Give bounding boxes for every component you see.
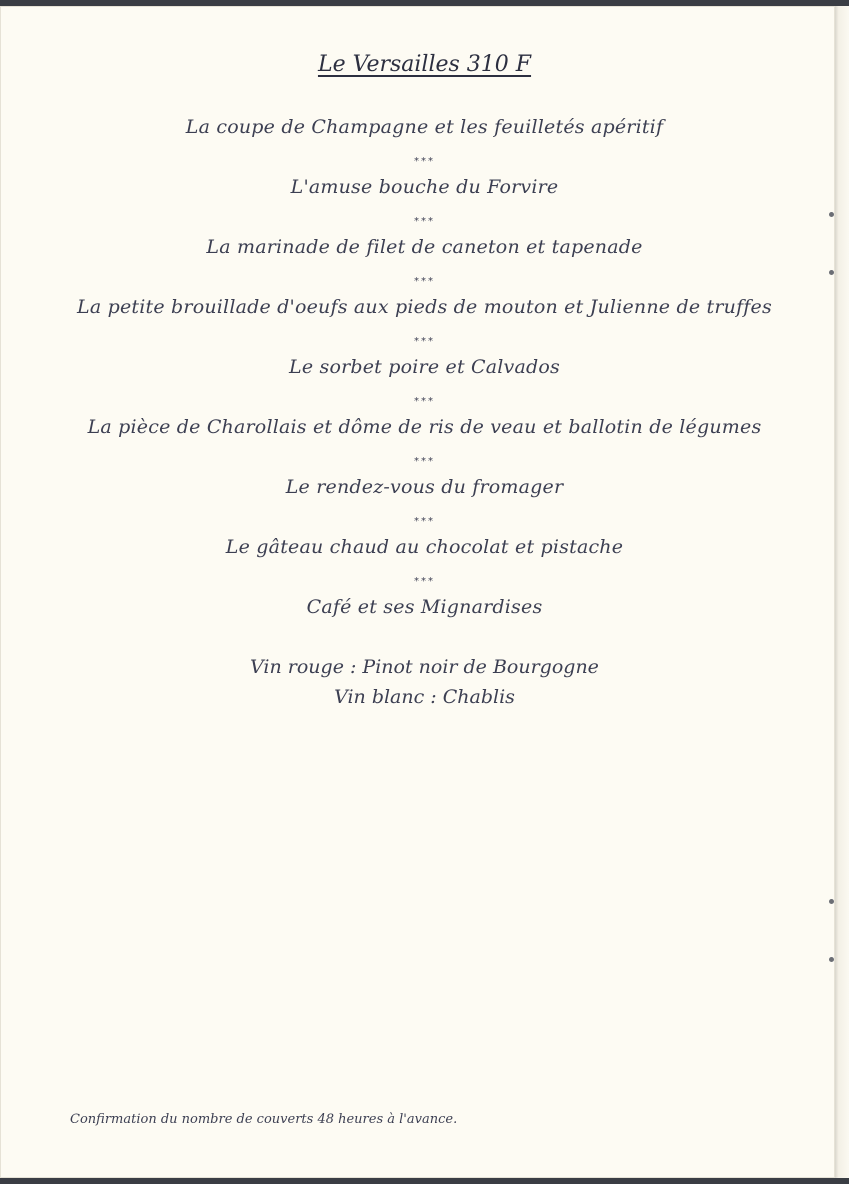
- binding-dot: [829, 270, 834, 275]
- course-separator: ***: [414, 516, 435, 527]
- course-5: Le sorbet poire et Calvados: [289, 356, 560, 378]
- course-separator: ***: [414, 396, 435, 407]
- menu-title: Le Versailles 310 F: [317, 52, 532, 77]
- course-separator: ***: [414, 456, 435, 467]
- course-separator: ***: [414, 576, 435, 587]
- course-9: Café et ses Mignardises: [306, 596, 543, 618]
- course-3: La marinade de filet de caneton et tapenade: [206, 236, 643, 258]
- course-separator: ***: [414, 156, 435, 167]
- course-separator: ***: [414, 216, 435, 227]
- wine-white: Vin blanc : Chablis: [334, 686, 515, 708]
- course-7: Le rendez-vous du fromager: [285, 476, 564, 498]
- course-8: Le gâteau chaud au chocolat et pistache: [225, 536, 624, 558]
- course-separator: ***: [414, 336, 435, 347]
- course-separator: ***: [414, 276, 435, 287]
- binding-dot: [829, 899, 834, 904]
- binding-dot: [829, 957, 834, 962]
- course-4: La petite brouillade d'oeufs aux pieds de mouton et Julienne de truffes: [77, 296, 772, 318]
- course-2: L'amuse bouche du Forvire: [290, 176, 559, 198]
- wine-red: Vin rouge : Pinot noir de Bourgogne: [250, 656, 599, 678]
- booking-footnote: Confirmation du nombre de couverts 48 heures à l'avance.: [70, 1112, 458, 1127]
- course-6: La pièce de Charollais et dôme de ris de veau et ballotin de légumes: [87, 416, 762, 438]
- course-1: La coupe de Champagne et les feuilletés apéritif: [185, 116, 664, 138]
